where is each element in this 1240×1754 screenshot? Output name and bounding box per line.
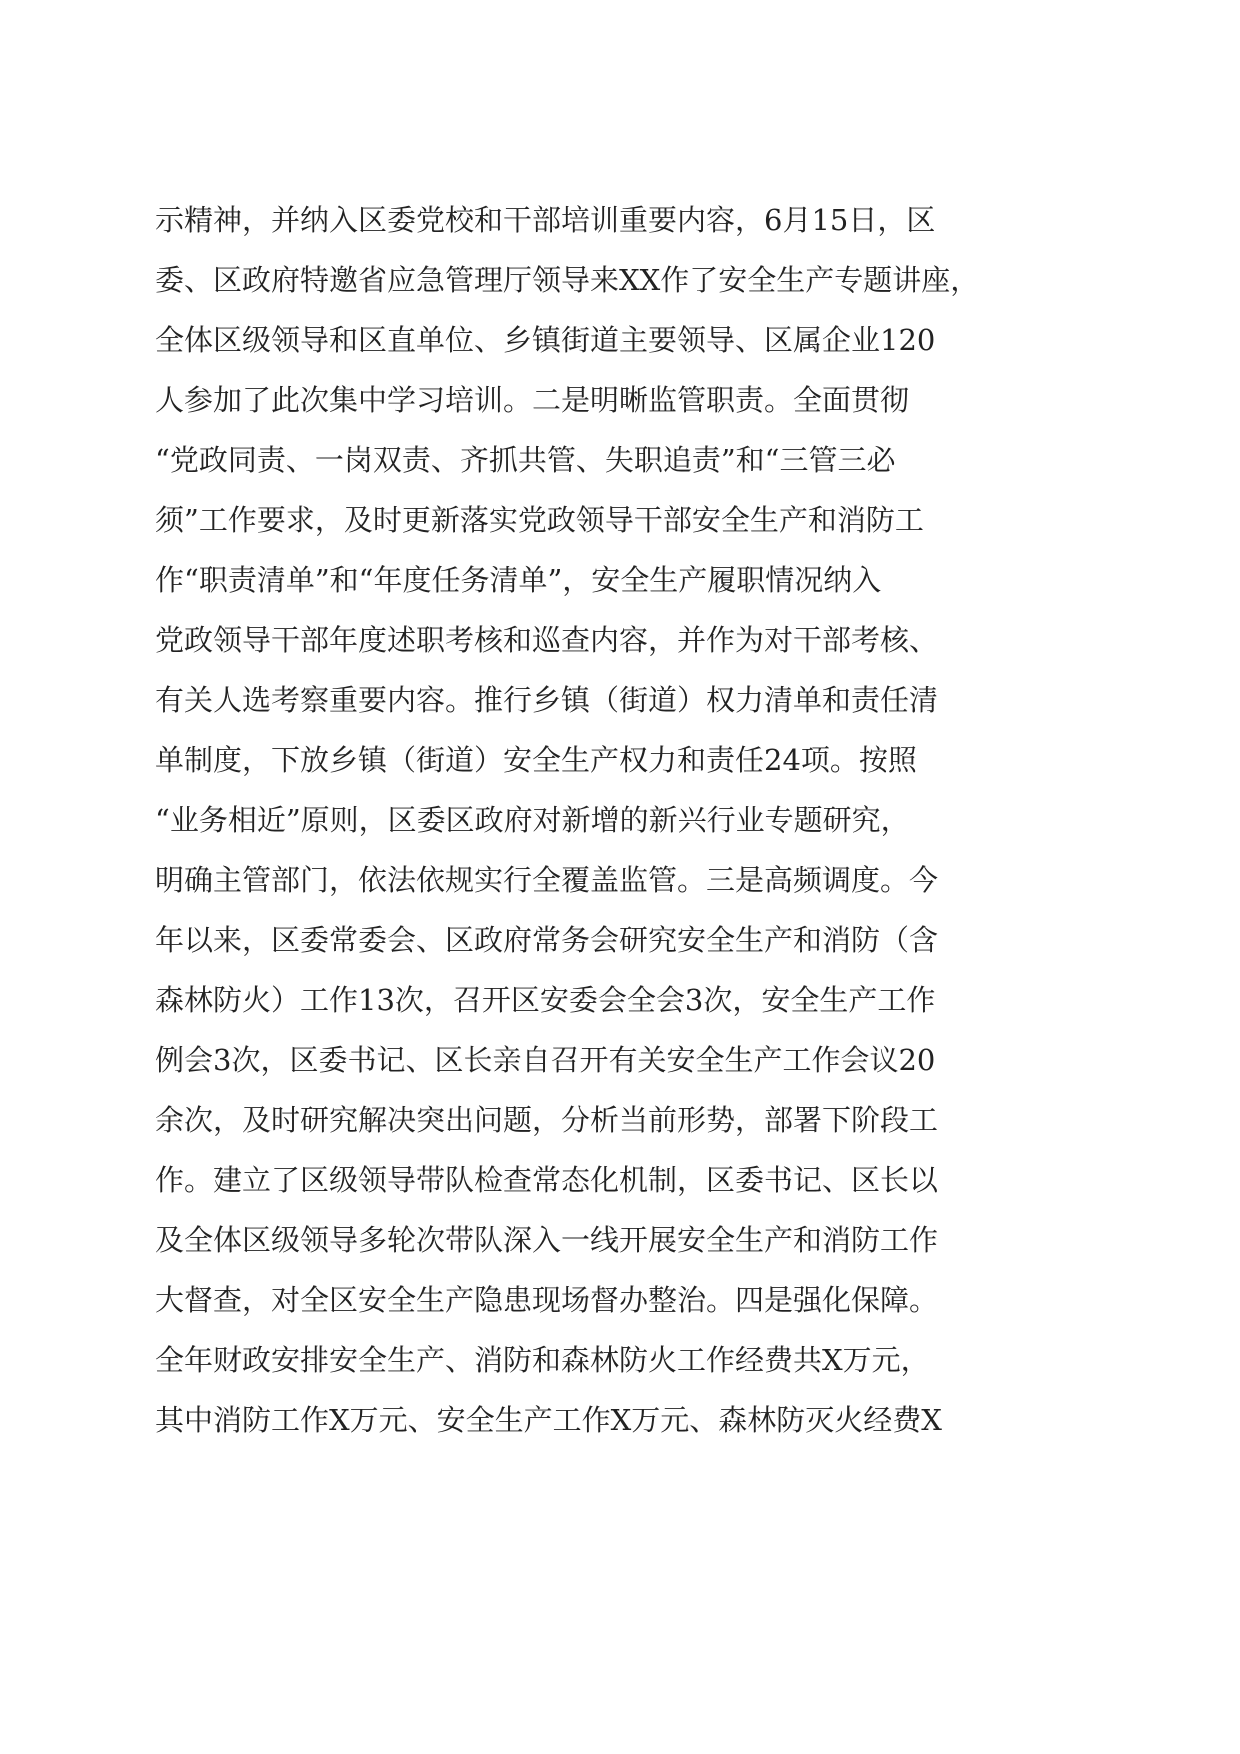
text-line: 作“职责清单”和“年度任务清单”，安全生产履职情况纳入 — [155, 563, 882, 597]
text-line: 例会3次，区委书记、区长亲自召开有关安全生产工作会议20 — [155, 1043, 936, 1077]
text-line: 及全体区级领导多轮次带队深入一线开展安全生产和消防工作 — [155, 1223, 939, 1257]
text-line: 全年财政安排安全生产、消防和森林防火工作经费共X万元， — [155, 1343, 930, 1377]
text-line: 委、区政府特邀省应急管理厅领导来XX作了安全生产专题讲座， — [155, 263, 980, 297]
text-line: 全体区级领导和区直单位、乡镇街道主要领导、区属企业120 — [155, 323, 936, 357]
text-line: 大督查，对全区安全生产隐患现场督办整治。四是强化保障。 — [155, 1283, 939, 1317]
text-line: 示精神，并纳入区委党校和干部培训重要内容，6月15日，区 — [155, 203, 936, 237]
body-text — [155, 190, 1085, 1450]
text-line: 人参加了此次集中学习培训。二是明晰监管职责。全面贯彻 — [155, 383, 910, 417]
text-line: 年以来，区委常委会、区政府常务会研究安全生产和消防（含 — [155, 923, 939, 957]
text-line: 单制度，下放乡镇（街道）安全生产权力和责任24项。按照 — [155, 743, 917, 777]
text-line: 作。建立了区级领导带队检查常态化机制，区委书记、区长以 — [155, 1163, 939, 1197]
text-line: 森林防火）工作13次，召开区安委会全会3次，安全生产工作 — [155, 983, 936, 1017]
text-line: 须”工作要求，及时更新落实党政领导干部安全生产和消防工 — [155, 503, 924, 537]
text-line: 明确主管部门，依法依规实行全覆盖监管。三是高频调度。今 — [155, 863, 939, 897]
text-line: “业务相近”原则，区委区政府对新增的新兴行业专题研究， — [155, 803, 910, 837]
text-line: 有关人选考察重要内容。推行乡镇（街道）权力清单和责任清 — [155, 683, 939, 717]
text-line: 其中消防工作X万元、安全生产工作X万元、森林防灭火经费X — [155, 1403, 942, 1437]
text-line: 党政领导干部年度述职考核和巡查内容，并作为对干部考核、 — [155, 623, 939, 657]
text-line: “党政同责、一岗双责、齐抓共管、失职追责”和“三管三必 — [155, 443, 896, 477]
text-line: 余次，及时研究解决突出问题，分析当前形势，部署下阶段工 — [155, 1103, 939, 1137]
